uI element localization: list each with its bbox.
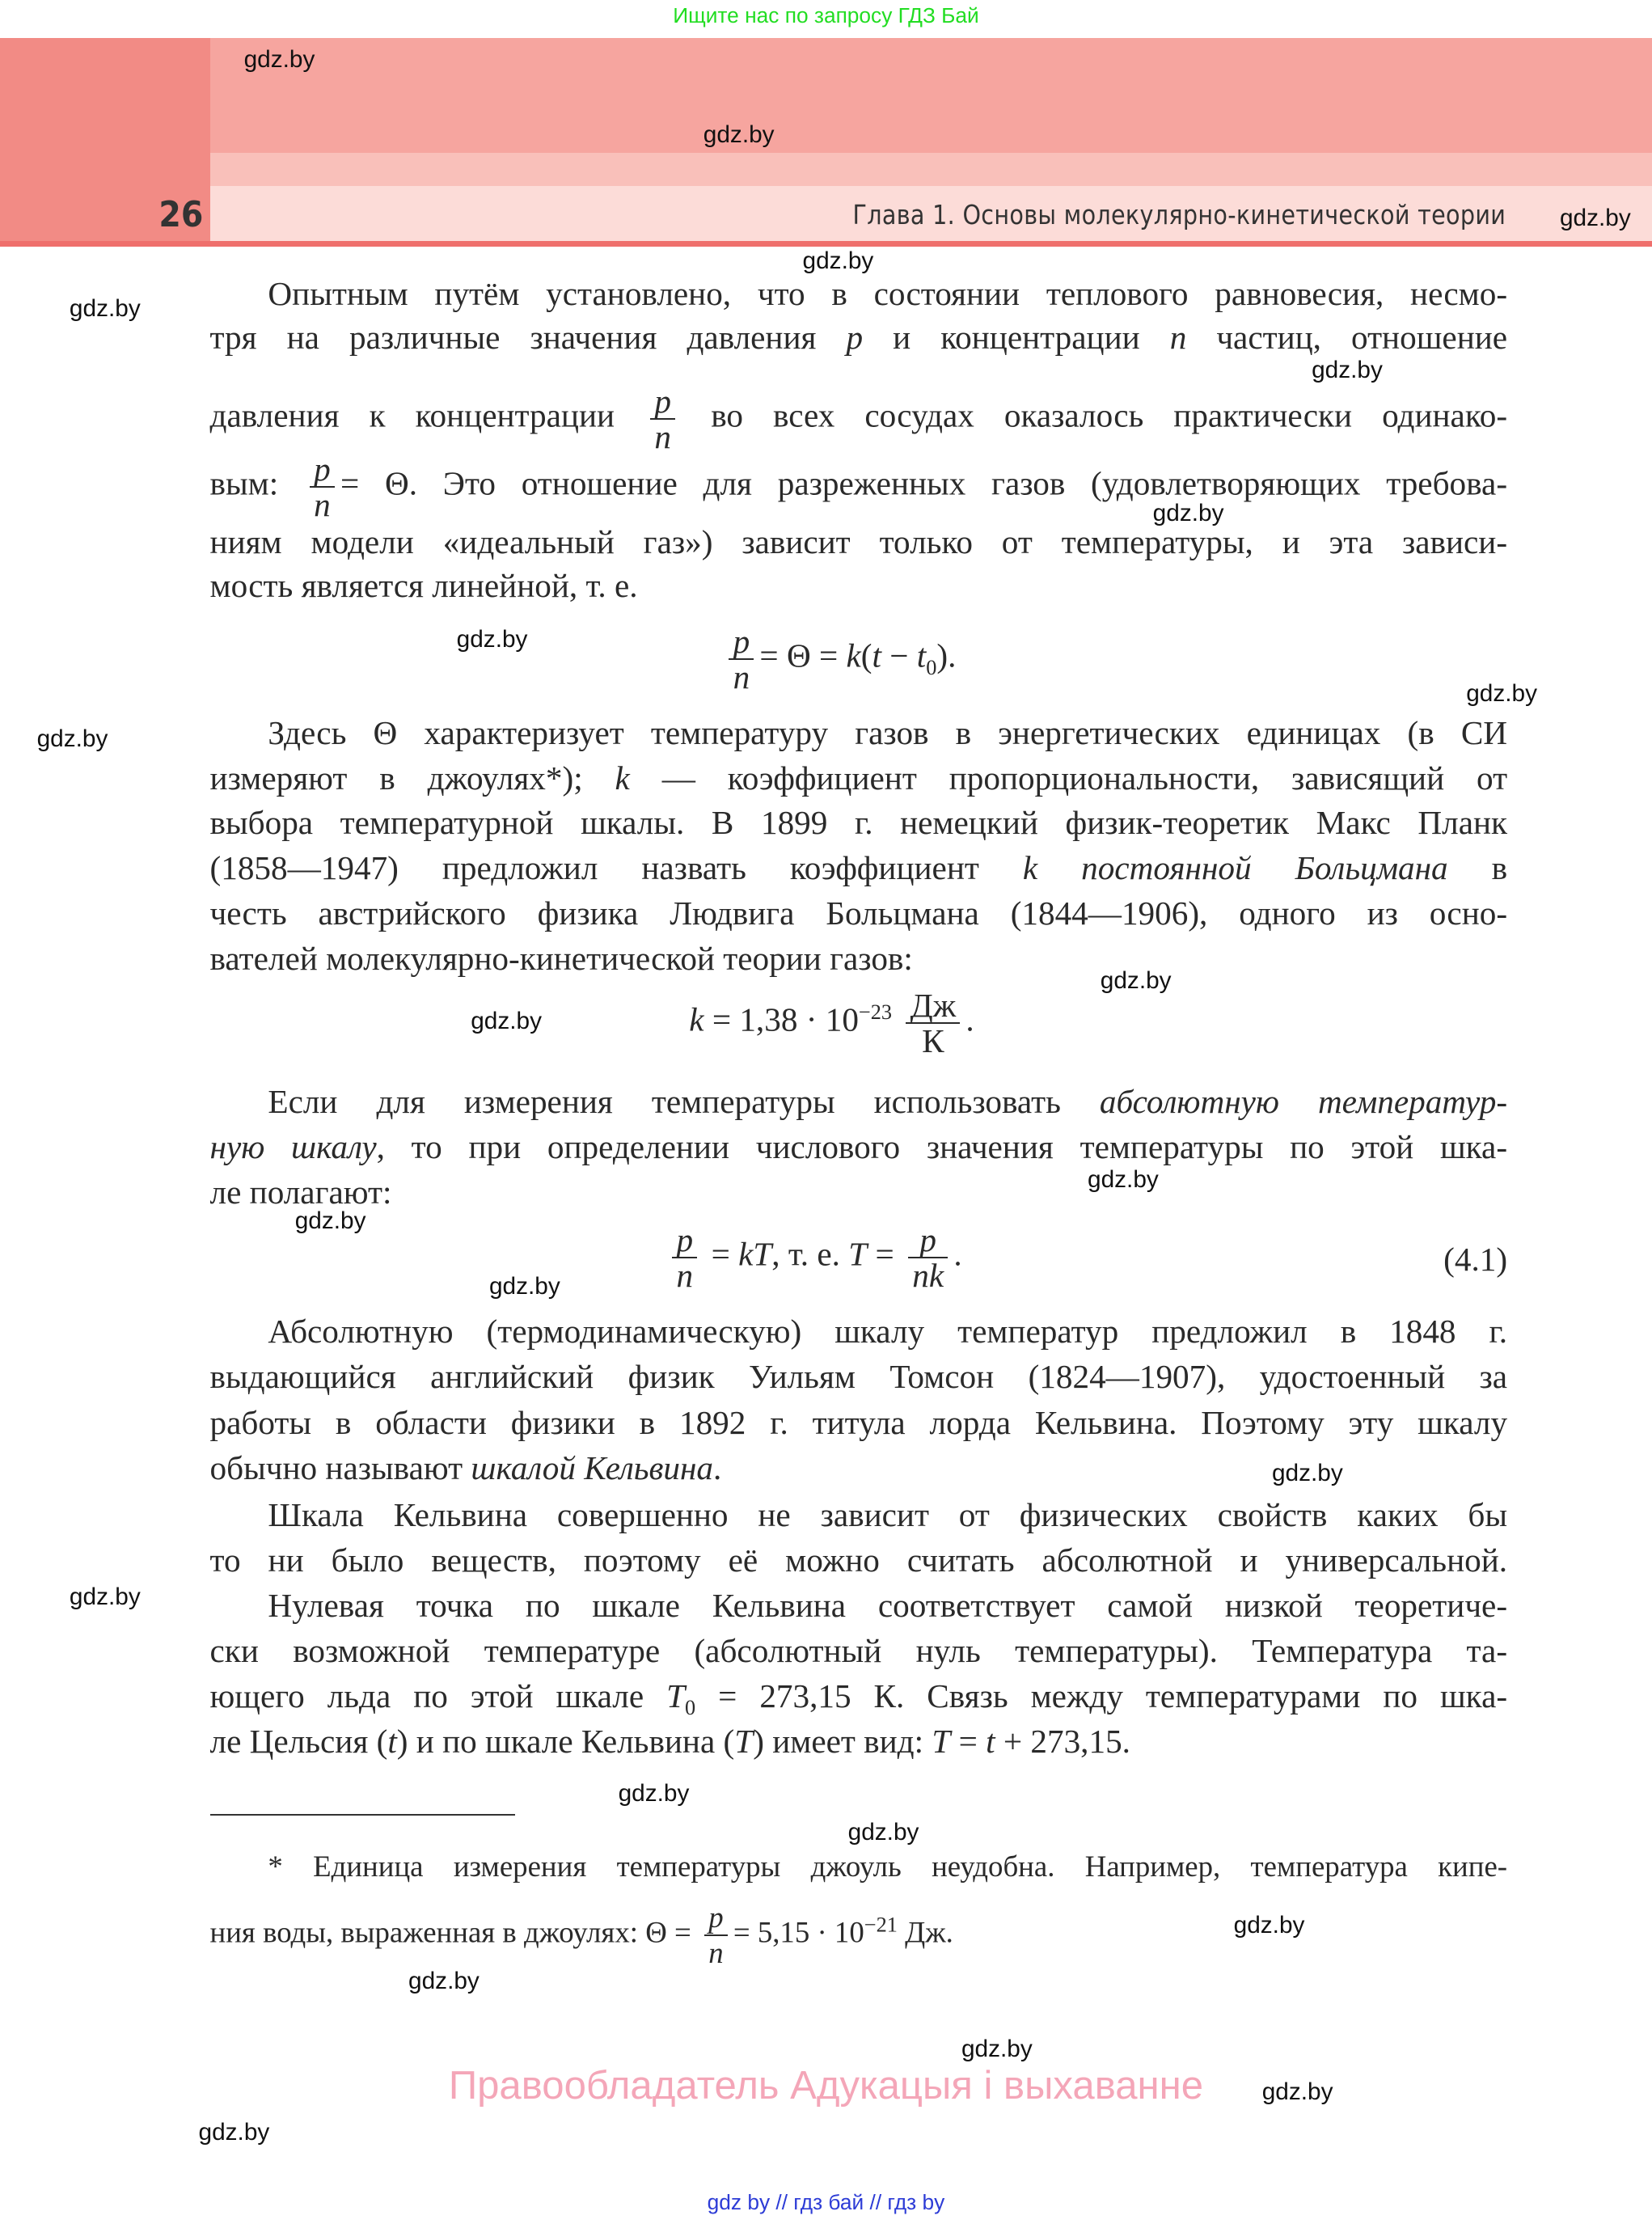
text-run: тря на различные значения давления [209, 319, 847, 357]
watermark: gdz.by [1312, 356, 1383, 383]
italic-text: T [734, 1723, 754, 1761]
italic-text: k [615, 759, 630, 797]
watermark: gdz.by [1152, 499, 1224, 526]
text-line [210, 521, 1508, 564]
text-run: . [713, 1448, 722, 1486]
italic-text: t [387, 1723, 397, 1761]
text-run: ле Цельсия ( [209, 1723, 388, 1761]
text-run: . [965, 1000, 974, 1038]
denominator: n [314, 486, 331, 524]
watermark: gdz.by [1233, 1912, 1305, 1939]
text-line [210, 801, 1508, 844]
text-run: ) имеет вид: [753, 1723, 932, 1761]
text-run: . [953, 1235, 962, 1273]
superscript: −23 [858, 1000, 893, 1025]
text-run: измеряют в джоулях*); [209, 759, 615, 797]
page-number: 26 [158, 194, 204, 236]
text-line [210, 1126, 1508, 1169]
watermark: gdz.by [69, 1583, 141, 1610]
italic-text: шкалой Кельвина [471, 1448, 714, 1486]
fraction [906, 988, 960, 1058]
text-line [210, 1171, 1508, 1214]
fraction [310, 452, 335, 522]
text-run: , т. е. [771, 1235, 849, 1273]
text-run: , то при определении числового значения температуры по этой шка- [376, 1128, 1508, 1166]
header-band [210, 38, 1652, 153]
text-run: вателей молекулярно-кинетической теории газов: [209, 940, 913, 978]
denominator: n [708, 1935, 724, 1969]
text-line [268, 1494, 1507, 1537]
denominator: n [654, 418, 671, 456]
numerator: p [704, 1901, 728, 1936]
watermark: gdz.by [1261, 2078, 1333, 2105]
italic-text: kT [738, 1235, 772, 1273]
text-run: = 1,38 · 10 [703, 1000, 859, 1038]
fraction [672, 1220, 697, 1294]
numerator: Дж [906, 988, 960, 1024]
fraction [908, 1220, 948, 1294]
watermark: gdz.by [802, 247, 874, 274]
watermark: gdz.by [1559, 205, 1631, 232]
denominator: n [676, 1256, 694, 1294]
italic-text: t [916, 636, 927, 674]
numerator: p [672, 1223, 697, 1258]
denominator: nk [912, 1256, 944, 1294]
italic-text: n [1169, 319, 1187, 357]
text-line [210, 892, 1508, 935]
denominator: К [922, 1022, 944, 1060]
text-run: = Θ = [759, 636, 847, 674]
formula-4-1 [666, 1220, 962, 1294]
text-line [210, 757, 1508, 800]
italic-text: T [848, 1235, 868, 1273]
watermark: gdz.by [36, 725, 108, 752]
equation-number: (4.1) [1443, 1240, 1508, 1278]
text-run: честь австрийского физика Людвига Больцмана (1844—1906), одного из осно- [209, 894, 1508, 932]
watermark: gdz.by [1100, 967, 1172, 995]
text-run: Дж. [897, 1915, 953, 1949]
watermark: gdz.by [488, 1272, 560, 1300]
text-line [210, 1539, 1508, 1582]
text-run: = [950, 1723, 987, 1761]
text-run: ния воды, выраженная в джоулях: Θ = [209, 1915, 699, 1949]
text-run: во всех сосудах оказалось практически одинако- [681, 396, 1508, 434]
numerator: p [650, 384, 675, 420]
footnote-divider [210, 1814, 515, 1816]
text-run: Здесь Θ характеризует температуру газов в энергетических единицах (в СИ [268, 714, 1508, 752]
numerator: p [729, 624, 754, 660]
fraction [704, 1901, 728, 1970]
text-run: = Θ. Это отношение для разреженных газов (удовлетворяющих требова- [340, 464, 1508, 502]
search-hint-banner[interactable]: Ищите нас по запросу ГДЗ Бай [673, 2, 979, 27]
text-run: ниям модели «идеальный газ») зависит только от температуры, и эта зависи- [209, 522, 1508, 560]
numerator: p [908, 1223, 948, 1258]
text-run: ) и по шкале Кельвина ( [396, 1723, 735, 1761]
text-line [210, 1630, 1508, 1672]
footnote-line [210, 1901, 953, 1970]
text-run: ющего льда по этой шкале [209, 1677, 667, 1715]
text-run [892, 1001, 900, 1038]
watermark: gdz.by [456, 625, 528, 653]
subscript: 0 [685, 1696, 696, 1720]
text-run: ). [936, 636, 957, 674]
text-run: ски возможной температуре (абсолютный нуль температуры). Температура та- [209, 1631, 1508, 1669]
text-line [268, 273, 1507, 315]
italic-text: k [689, 1000, 704, 1038]
italic-text: абсолютную температур- [1099, 1083, 1508, 1121]
text-run: давления к концентрации [209, 396, 645, 434]
chapter-title: Глава 1. Основы молекулярно-кинетической теории [852, 198, 1506, 230]
header-band [210, 153, 1652, 185]
text-line [210, 1355, 1508, 1398]
text-line [210, 316, 1508, 359]
text-run: — коэффициент пропорциональности, зависящий от [629, 759, 1508, 797]
text-run: * Единица измерения температуры джоуль неудобна. Например, температура кипе- [268, 1850, 1508, 1884]
watermark: gdz.by [847, 1818, 919, 1846]
watermark: gdz.by [243, 45, 315, 73]
watermark: gdz.by [471, 1007, 542, 1034]
superscript: −21 [864, 1913, 898, 1937]
text-run: вым: [209, 464, 304, 502]
text-run: частиц, отношение [1186, 319, 1508, 357]
text-run: и концентрации [863, 319, 1170, 357]
text-line [210, 564, 1508, 607]
watermark: gdz.by [69, 295, 141, 323]
text-line [210, 1402, 1508, 1444]
text-line [268, 712, 1507, 755]
header-divider [0, 241, 1652, 247]
text-run: работы в области физики в 1892 г. титула лорда Кельвина. Поэтому эту шкалу [209, 1403, 1508, 1441]
text-run: в [1447, 848, 1508, 886]
copyright-owner: Правообладатель Адукацыя і выхаванне [448, 2064, 1204, 2108]
text-run: − [881, 636, 917, 674]
watermark: gdz.by [1466, 679, 1538, 707]
italic-text: T [666, 1677, 686, 1715]
text-run: = [703, 1235, 739, 1273]
text-run: ле полагают: [209, 1173, 392, 1211]
text-line [268, 1080, 1507, 1123]
text-run: = [867, 1235, 903, 1273]
numerator: p [310, 452, 335, 488]
fraction [729, 624, 754, 694]
text-run: Шкала Кельвина совершенно не зависит от физических свойств каких бы [268, 1495, 1508, 1533]
text-run: + 273,15. [995, 1723, 1130, 1761]
watermark: gdz.by [618, 1780, 690, 1808]
text-run: то ни было веществ, поэтому её можно считать абсолютной и универсальной. [209, 1541, 1508, 1579]
text-run: (1858—1947) предложил назвать коэффициент [209, 848, 1023, 886]
italic-text: k постоянной Больцмана [1022, 848, 1448, 886]
italic-text: t [872, 636, 881, 674]
italic-text: t [986, 1723, 995, 1761]
footnote-line [268, 1846, 1507, 1886]
italic-text: ную шкалу [209, 1128, 377, 1166]
watermark: gdz.by [961, 2035, 1033, 2062]
formula-boltzmann-constant [689, 988, 974, 1058]
denominator: n [733, 657, 750, 696]
text-line [268, 1584, 1507, 1627]
fraction [650, 384, 675, 454]
text-run: мость является линейной, т. е. [209, 566, 638, 604]
watermark: gdz.by [408, 1967, 480, 1994]
text-line [210, 384, 1508, 454]
text-run: выбора температурной шкалы. В 1899 г. немецкий физик-теоретик Макс Планк [209, 803, 1508, 841]
text-line [210, 847, 1508, 890]
text-run: Если для измерения температуры использовать [268, 1083, 1100, 1121]
subscript: 0 [926, 655, 937, 679]
text-run: Опытным путём установлено, что в состоянии теплового равновесия, несмо- [268, 274, 1508, 312]
watermark: gdz.by [198, 2119, 270, 2146]
text-run: ( [860, 636, 872, 674]
italic-text: k [846, 636, 861, 674]
watermark: gdz.by [1088, 1165, 1159, 1193]
text-run: Абсолютную (термодинамическую) шкалу температур предложил в 1848 г. [268, 1313, 1508, 1351]
formula-theta [723, 624, 956, 694]
text-run: = 5,15 · 10 [733, 1915, 864, 1949]
italic-text: T [932, 1723, 951, 1761]
watermark: gdz.by [1271, 1459, 1343, 1486]
text-run: Нулевая точка по шкале Кельвина соответствует самой низкой теоретиче- [268, 1586, 1508, 1624]
site-links[interactable]: gdz by // гдз бай // гдз by [707, 2189, 945, 2214]
italic-text: p [846, 319, 864, 357]
text-run: обычно называют [209, 1448, 471, 1486]
text-line [268, 1310, 1507, 1353]
text-line [210, 452, 1508, 522]
watermark: gdz.by [294, 1207, 366, 1234]
text-run: выдающийся английский физик Уильям Томсон (1824—1907), удостоенный за [209, 1358, 1508, 1396]
watermark: gdz.by [703, 121, 775, 148]
text-run: = 273,15 К. Связь между температурами по шка- [695, 1677, 1508, 1715]
text-line [210, 937, 1508, 980]
text-line [210, 1720, 1508, 1763]
